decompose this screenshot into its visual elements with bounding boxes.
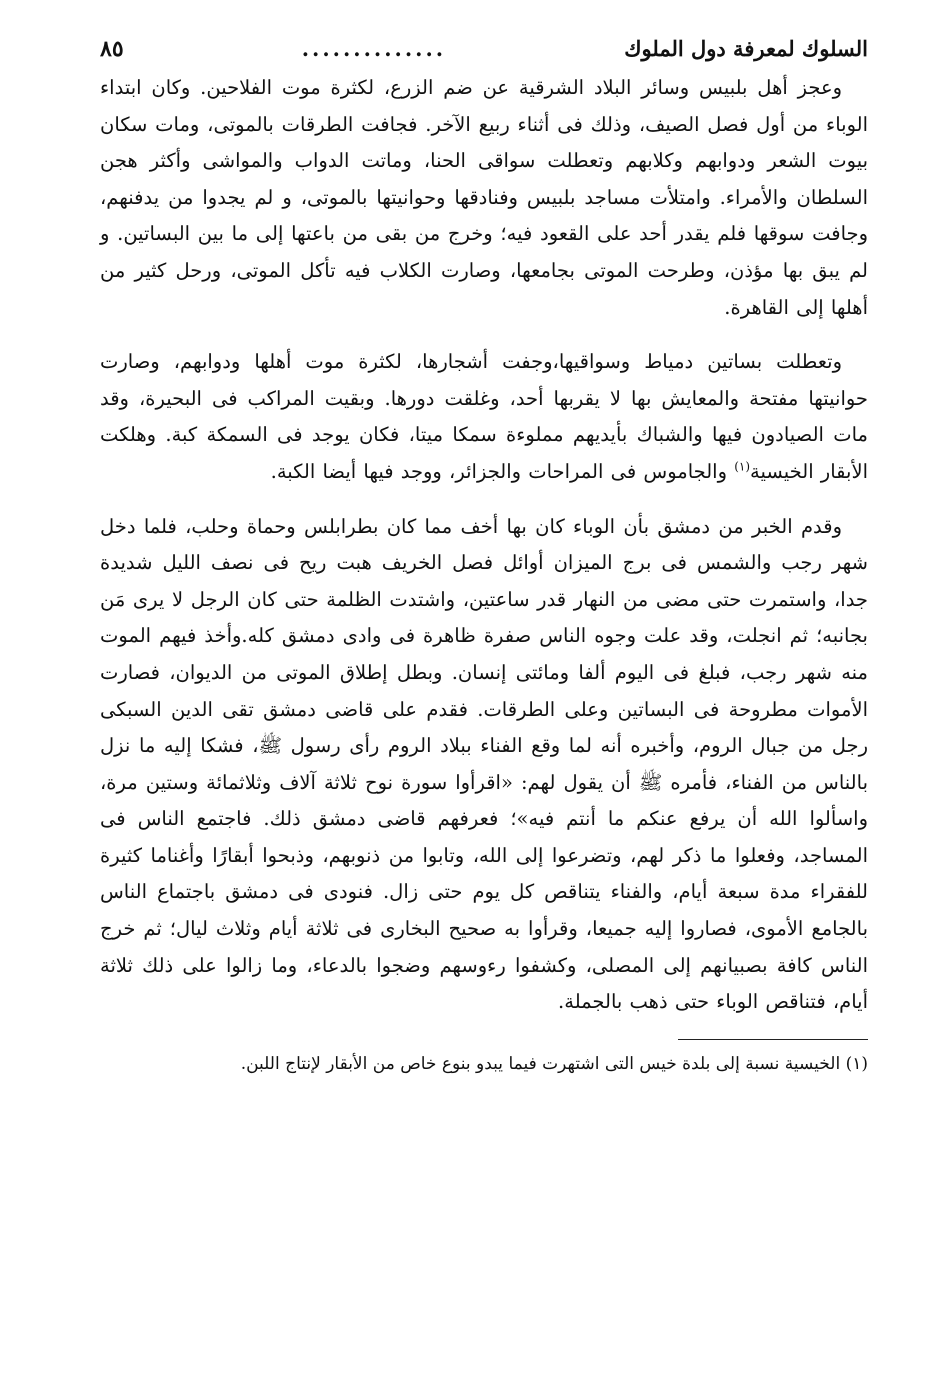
running-title: السلوك لمعرفة دول الملوك [624,36,868,61]
footnote: (١) الخيسية نسبة إلى بلدة خيس التى اشتهرت فيما يبدو بنوع خاص من الأبقار لإنتاج اللبن. [240,1053,868,1074]
paragraph-damietta-text: وتعطلت بساتين دمياط وسواقيها،وجفت أشجارها، لكثرة موت أهلها ودوابهم، وصارت حوانيتها مفتحة والمعايش بها لا يقربها أحد، وغلقت دورها. وبقيت المراكب فى البحيرة، وقد مات الصيادون فيها والشباك بأيديهم مملوءة سمكا ميتا، فكان يوجد فى السمكة كبة. وهلكت الأبقار الخيسية [100,350,868,483]
footnote-divider [678,1039,868,1040]
page-header [100,28,868,70]
paragraph-damascus: وقدم الخبر من دمشق بأن الوباء كان بها أخف مما كان بطرابلس وحماة وحلب، فلما دخل شهر رجب والشمس فى برج الميزان أوائل فصل الخريف هبت ريح فى نصف الليل شديدة جدا، واستمرت حتى مضى من النهار قدر ساعتين، واشتدت الظلمة حتى كان الرجل لا يرى مَن بجانبه؛ ثم انجلت، وقد علت وجوه الناس صفرة ظاهرة فى وادى دمشق كله.وأخذ فيهم الموت منه شهر رجب، فبلغ فى اليوم ألفا ومائتى إنسان. وبطل إطلاق الموتى من الديوان، فصارت الأموات مطروحة فى البساتين وعلى الطرقات. فقدم على قاضى دمشق تقى الدين السبكى رجل من جبال الروم، وأخبره أنه لما وقع الفناء ببلاد الروم رأى رسول ﷺ، فشكا إليه ما نزل بالناس من الفناء، فأمره ﷺ أن يقول لهم: «اقرأوا سورة نوح ثلاثة آلاف وثلاثمائة وستين مرة، واسألوا الله أن يرفع عنكم ما أنتم فيه»؛ فعرفهم قاضى دمشق ذلك. فاجتمع الناس فى المساجد، وفعلوا ما ذكر لهم، وتضرعوا إلى الله، وتابوا من ذنوبهم، وذبحوا أبقارًا وأغناما كثيرة للفقراء مدة سبعة أيام، والفناء يتناقص كل يوم حتى زال. فنودى فى دمشق باجتماع الناس بالجامع الأموى، فصاروا إليه جميعا، وقرأوا به صحيح البخارى فى ثلاثة أيام وثلاث ليال؛ ثم خرج الناس كافة بصبيانهم إلى المصلى، وكشفوا رءوسهم وضجوا بالدعاء، وما زالوا على ذلك ثلاثة أيام، فتناقص الوباء حتى ذهب بالجملة. [100,514,868,1014]
footnote-reference[interactable]: (١) [734,459,751,474]
page-number: ٨٥ [100,36,124,62]
book-page [100,28,868,1358]
body-text [100,70,868,1021]
paragraph-damietta [100,344,868,490]
paragraph-bilbeis: وعجز أهل بلبيس وسائر البلاد الشرقية عن ضم الزرع، لكثرة موت الفلاحين. وكان ابتداء الوباء من أول فصل الصيف، وذلك فى أثناء ربيع الآخر. فجافت الطرقات بالموتى، ومات سكان بيوت الشعر ودوابهم وكلابهم وتعطلت سواقى الحنا، وماتت الدواب والمواشى وأكثر هجن السلطان والأمراء. وامتلأت مساجد بلبيس وفنادقها وحوانيتها بالموتى، و لم يجدوا من يدفنهم، وجافت سوقها فلم يقدر أحد على القعود فيه؛ وخرج من بقى من باعتها إلى ما بين البساتين. و لم يبق بها مؤذن، وطرحت الموتى بجامعها، وصارت الكلاب فيه تأكل الموتى، ورحل كثير من أهلها إلى القاهرة. [100,76,868,319]
leader-dots: .............. [301,36,447,61]
paragraph-damietta-tail: والجاموس فى المراحات والجزائر، ووجد فيها أيضا الكبة. [270,459,735,483]
